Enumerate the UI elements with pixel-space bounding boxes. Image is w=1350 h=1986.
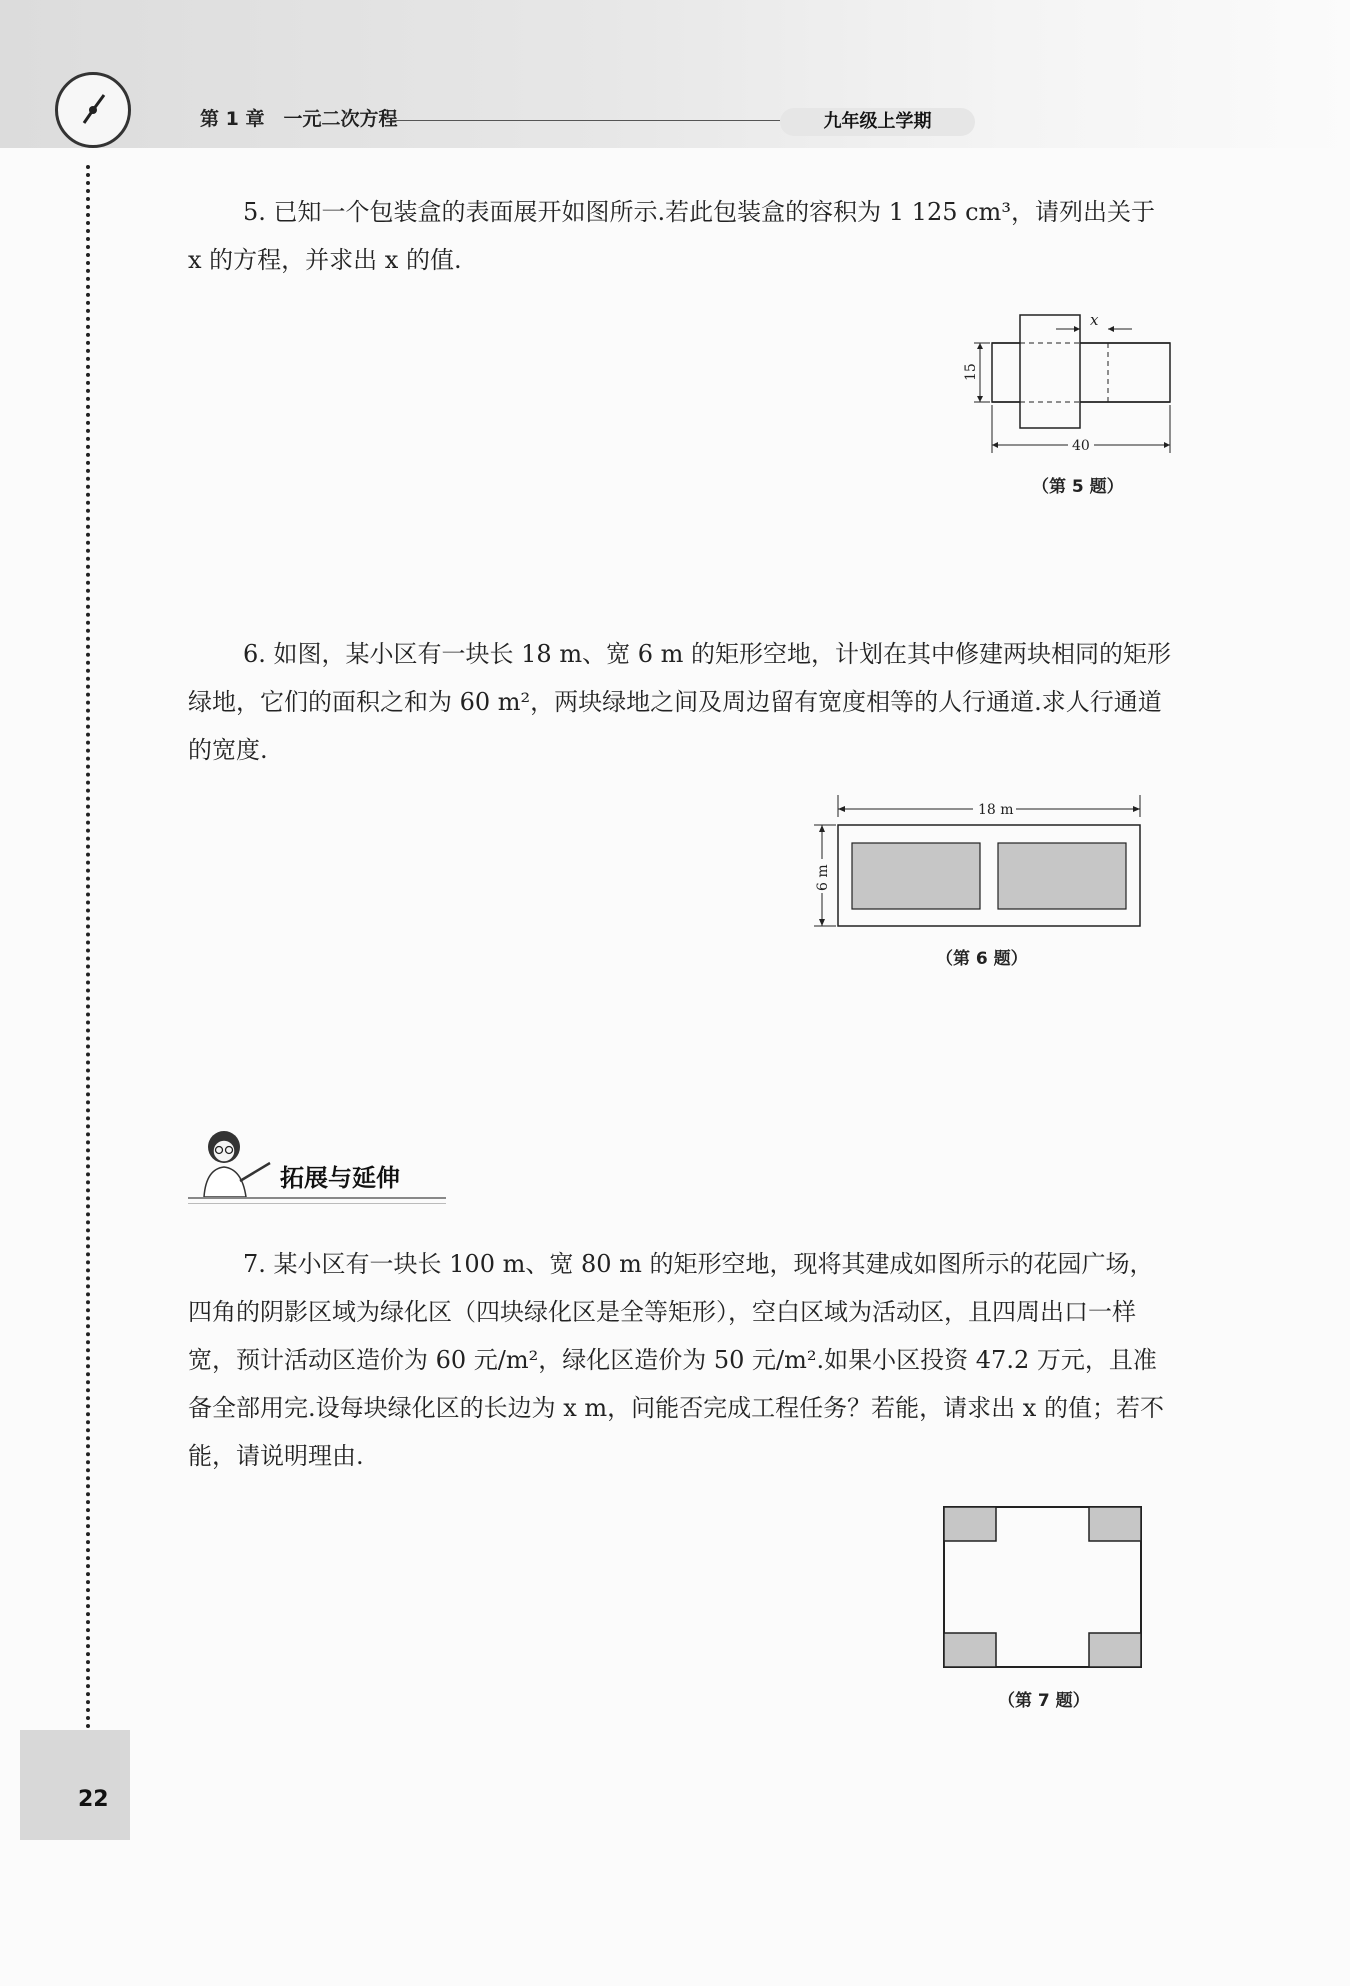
chapter-title: 第 1 章 一元二次方程 (200, 108, 398, 130)
problem-6-text: 6. 如图，某小区有一块长 18 m、宽 6 m 的矩形空地，计划在其中修建两块相同的矩形绿地，它们的面积之和为 60 m²，两块绿地之间及周边留有宽度相等的人行通道.求人行通道的宽度. (188, 640, 1171, 764)
compass-face-icon (58, 75, 128, 145)
figure-5-box-net (960, 305, 1180, 455)
grade-badge: 九年级上学期 (780, 108, 975, 136)
section-underline (188, 1197, 446, 1204)
page-number-box (20, 1730, 130, 1840)
figure-6-rectangle (808, 795, 1148, 930)
green-area-top-right (1089, 1507, 1141, 1541)
figure-7-plaza (940, 1503, 1145, 1671)
green-plot-left (852, 843, 980, 909)
compass-icon (55, 72, 131, 148)
header-rule (390, 120, 780, 121)
green-plot-right (998, 843, 1126, 909)
problem-7-text: 7. 某小区有一块长 100 m、宽 80 m 的矩形空地，现将其建成如图所示的花园广场，四角的阴影区域为绿化区（四块绿化区是全等矩形），空白区域为活动区，且四周出口一样宽，预计活动区造价为 60 元/m²，绿化区造价为 50 元/m².如果小区投资 47.2 万元，且准备全部用完.设每块绿化区的长边为 x m，问能否完成工程任务？若能，请求出 x 的值；若不能，请说明理由. (188, 1250, 1164, 1470)
problem-5-text: 5. 已知一个包装盒的表面展开如图所示.若此包装盒的容积为 1 125 cm³，请列出关于 x 的方程，并求出 x 的值. (188, 198, 1155, 274)
figure-5-caption: （第 5 题） (1032, 477, 1124, 497)
green-area-bottom-left (944, 1633, 996, 1667)
label-x: x (1090, 311, 1099, 329)
label-15: 15 (963, 363, 979, 381)
dotted-margin-line (86, 165, 90, 1730)
teacher-icon (190, 1125, 274, 1197)
label-40: 40 (1072, 438, 1090, 454)
label-18m: 18 m (978, 802, 1014, 818)
figure-6-caption: （第 6 题） (936, 949, 1028, 969)
green-area-top-left (944, 1507, 996, 1541)
figure-7-caption: （第 7 题） (998, 1691, 1090, 1711)
page-number: 22 (78, 1787, 109, 1812)
green-area-bottom-right (1089, 1633, 1141, 1667)
label-6m: 6 m (815, 864, 831, 891)
section-title: 拓展与延伸 (280, 1164, 400, 1192)
